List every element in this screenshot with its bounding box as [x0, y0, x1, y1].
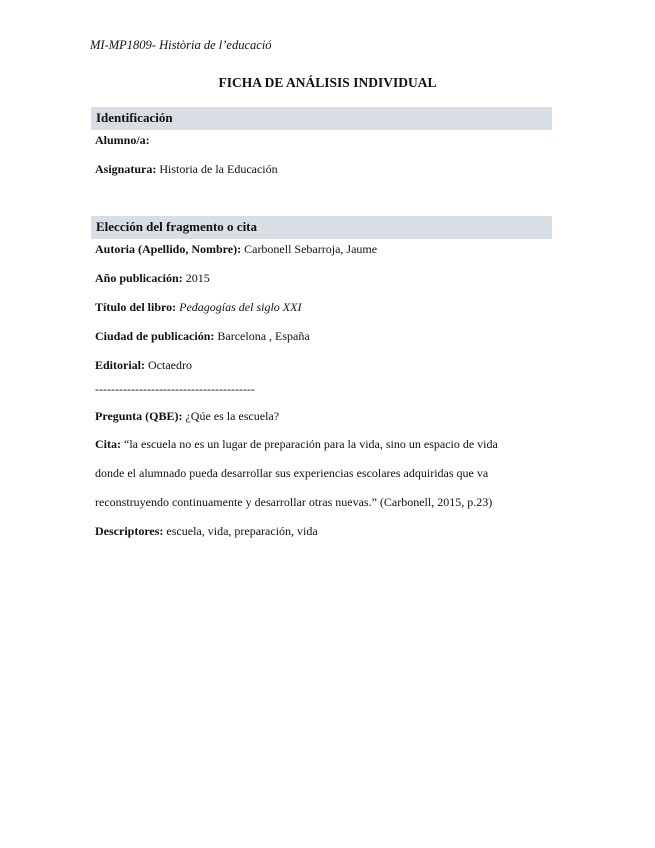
field-label: Título del libro:: [95, 300, 177, 314]
document-title: FICHA DE ANÁLISIS INDIVIDUAL: [218, 75, 437, 90]
cita-line-2: [95, 465, 488, 481]
field-value: escuela, vida, preparación, vida: [166, 524, 318, 538]
field-value: Octaedro: [148, 358, 192, 372]
cita-line-3: [95, 494, 492, 510]
alumno-field: [95, 132, 150, 148]
field-label: Año publicación:: [95, 271, 183, 285]
section-heading: Elección del fragmento o cita: [96, 219, 258, 234]
separator-line: ----------------------------------------: [95, 382, 255, 396]
titulo-field: [95, 299, 301, 315]
section-identificacion: [91, 107, 552, 130]
page-header: MI-MP1809- Història de l’educació: [90, 38, 272, 52]
asignatura-field: [95, 161, 278, 177]
autoria-field: [95, 241, 377, 257]
field-value: 2015: [185, 271, 210, 285]
section-heading: Identificación: [96, 110, 173, 125]
field-value: Barcelona , España: [217, 329, 310, 343]
quote-text: reconstruyendo continuamente y desarrollar otras nuevas.” (Carbonell, 2015, p.23): [95, 495, 493, 509]
cita-line-1: [95, 436, 498, 452]
field-label: Pregunta (QBE):: [95, 409, 183, 423]
field-value: Pedagogías del siglo XXI: [179, 300, 302, 314]
editorial-field: [95, 357, 192, 373]
descriptores-field: [95, 523, 318, 539]
quote-text: donde el alumnado pueda desarrollar sus experiencias escolares adquiridas que va: [95, 466, 489, 480]
field-label: Cita:: [95, 437, 121, 451]
field-label: Autoria (Apellido, Nombre):: [95, 242, 242, 256]
field-label: Editorial:: [95, 358, 145, 372]
field-label: Descriptores:: [95, 524, 164, 538]
field-label: Alumno/a:: [95, 133, 150, 147]
field-value: Carbonell Sebarroja, Jaume: [244, 242, 378, 256]
anio-field: [95, 270, 210, 286]
ciudad-field: [95, 328, 310, 344]
section-eleccion: [91, 216, 552, 239]
field-label: Ciudad de publicación:: [95, 329, 215, 343]
field-value: Historia de la Educación: [159, 162, 278, 176]
pregunta-field: [95, 408, 279, 424]
field-value: ¿Qúe es la escuela?: [185, 409, 280, 423]
quote-text: “la escuela no es un lugar de preparación para la vida, sino un espacio de vida: [124, 437, 498, 451]
field-label: Asignatura:: [95, 162, 157, 176]
